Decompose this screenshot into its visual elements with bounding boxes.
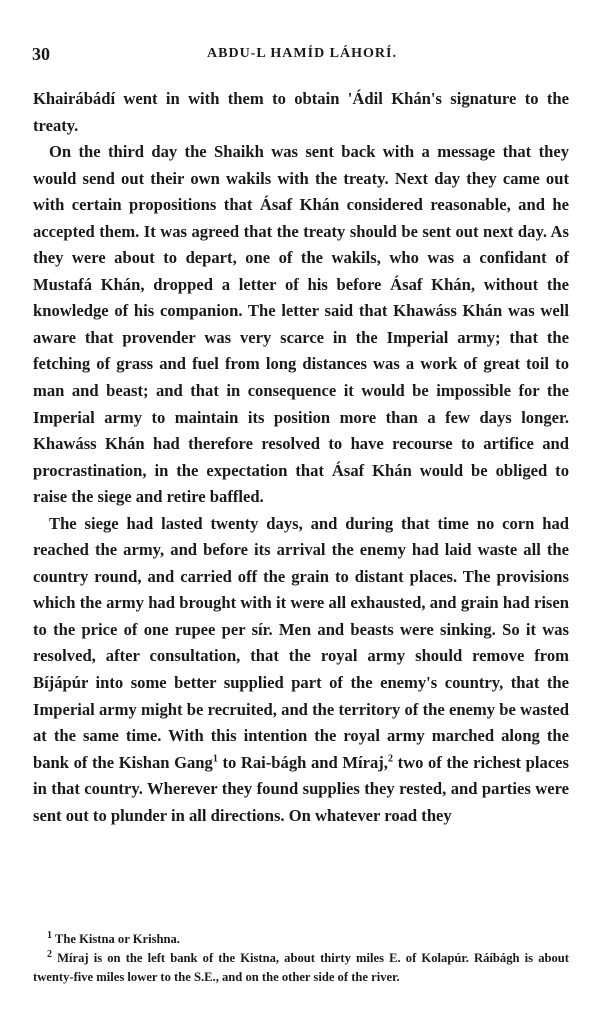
footnote xyxy=(33,949,569,987)
footnote xyxy=(33,930,569,949)
paragraph-text: two of the richest places in that country. Wherever they found supplies they rested, and parties were sent out to plunder in all directions. On whatever road they xyxy=(33,752,570,825)
body-text xyxy=(33,86,569,829)
page-number: 30 xyxy=(32,44,50,64)
paragraph-continued: Khairábádí went in with them to obtain 'Ádil Khán's signature to the treaty. xyxy=(33,89,569,135)
paragraph-text: to Rai-bágh and Míraj, xyxy=(217,752,388,772)
paragraph xyxy=(33,511,569,830)
footnote-text: The Kistna or Krishna. xyxy=(52,932,180,946)
paragraph: On the third day the Shaikh was sent back with a message that they would send out their own wakils with the treaty. Next day they came out with certain propositions that Ásaf Khán considered reasonable, and he accepted them. It was agreed that the treaty should be sent out next day. As they were about to depart, one of the wakils, who was a confidant of Mustafá Khán, dropped a letter of his before Ásaf Khán, without the knowledge of his companion. The letter said that Khawáss Khán was well aware that provender was very scarce in the Imperial army; that the fetching of grass and fuel from long distances was a work of great toil to man and beast; and that in consequence it would be impossible for the Imperial army to maintain its position more than a few days longer. Khawáss Khán had therefore resolved to have recourse to artifice and procrastination, in the expectation that Ásaf Khán would be obliged to raise the siege and retire baffled. xyxy=(33,142,569,507)
footnote-reference: 2 xyxy=(387,753,393,765)
page-header xyxy=(32,44,572,68)
footnotes xyxy=(33,930,569,987)
running-head: ABDU-L HAMÍD LÁHORÍ. xyxy=(207,46,397,61)
footnote-mark: 2 xyxy=(47,948,52,960)
footnote-text: Míraj is on the left bank of the Kistna, about thirty miles E. of Kolapúr. Ráíbágh is about twenty-five miles lower to the S.E., and on the other side of the river. xyxy=(33,951,569,984)
footnote-reference: 1 xyxy=(212,753,218,765)
footnote-mark: 1 xyxy=(47,929,52,941)
paragraph-text: The siege had lasted twenty days, and during that time no corn had reached the army, and before its arrival the enemy had laid waste all the country round, and carried off the grain to distant places. The provisions which the army had brought with it were all exhausted, and grain had risen to the price of one rupee per sír. Men and beasts were sinking. So it was resolved, after consultation, that the royal army should remove from Bíjápúr into some better supplied part of the enemy's country, that the Imperial army might be recruited, and the territory of the enemy be wasted at the same time. With this intention the royal army marched along the bank of the Kishan Gang xyxy=(33,513,569,772)
